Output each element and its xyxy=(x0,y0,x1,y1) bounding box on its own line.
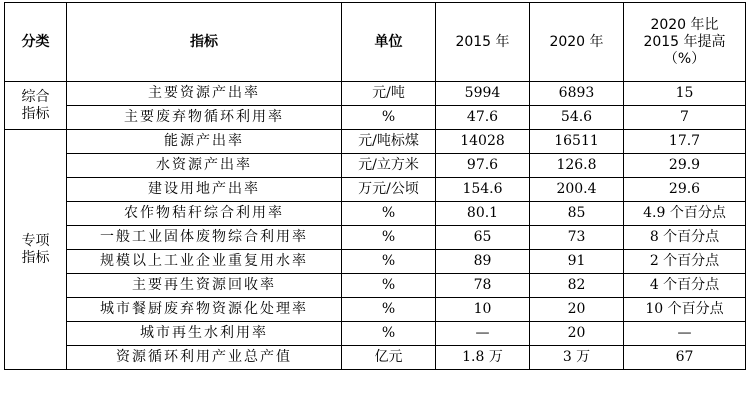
cell-unit: 元/吨标煤 xyxy=(342,130,436,154)
cell-2020: 73 xyxy=(530,226,624,250)
cell-2020: 91 xyxy=(530,250,624,274)
cell-2015: 14028 xyxy=(436,130,530,154)
header-improvement-line1: 2020 年比 xyxy=(650,16,719,33)
group-composite-line1: 综合 xyxy=(21,88,50,105)
cell-indicator: 城市再生水利用率 xyxy=(67,322,342,346)
cell-indicator: 规模以上工业企业重复用水率 xyxy=(67,250,342,274)
header-improvement-line2: 2015 年提高 xyxy=(643,33,726,50)
cell-indicator: 一般工业固体废物综合利用率 xyxy=(67,226,342,250)
cell-2020: 20 xyxy=(530,298,624,322)
group-special xyxy=(5,130,67,370)
cell-unit: % xyxy=(342,274,436,298)
cell-2020: 126.8 xyxy=(530,154,624,178)
cell-improvement: 10 个百分点 xyxy=(624,298,746,322)
table-row xyxy=(5,250,746,274)
cell-2020: 3 万 xyxy=(530,346,624,370)
header-indicator: 指标 xyxy=(67,3,342,82)
header-2020: 2020 年 xyxy=(530,3,624,82)
cell-unit: % xyxy=(342,250,436,274)
table-row xyxy=(5,130,746,154)
cell-unit: 元/立方米 xyxy=(342,154,436,178)
cell-indicator: 主要废弃物循环利用率 xyxy=(67,106,342,130)
cell-2020: 82 xyxy=(530,274,624,298)
cell-improvement: 17.7 xyxy=(624,130,746,154)
cell-indicator: 能源产出率 xyxy=(67,130,342,154)
cell-indicator: 水资源产出率 xyxy=(67,154,342,178)
cell-improvement: — xyxy=(624,322,746,346)
cell-unit: % xyxy=(342,226,436,250)
cell-improvement: 29.6 xyxy=(624,178,746,202)
cell-unit: 元/吨 xyxy=(342,82,436,106)
cell-2015: 1.8 万 xyxy=(436,346,530,370)
cell-2015: 78 xyxy=(436,274,530,298)
table-row xyxy=(5,202,746,226)
table-row xyxy=(5,82,746,106)
cell-2020: 200.4 xyxy=(530,178,624,202)
cell-unit: % xyxy=(342,202,436,226)
header-unit: 单位 xyxy=(342,3,436,82)
cell-improvement: 8 个百分点 xyxy=(624,226,746,250)
cell-unit: % xyxy=(342,298,436,322)
cell-indicator: 主要资源产出率 xyxy=(67,82,342,106)
cell-indicator: 建设用地产出率 xyxy=(67,178,342,202)
header-category: 分类 xyxy=(5,3,67,82)
table-row xyxy=(5,274,746,298)
cell-2015: 5994 xyxy=(436,82,530,106)
table-row xyxy=(5,346,746,370)
cell-indicator: 资源循环利用产业总产值 xyxy=(67,346,342,370)
cell-2020: 54.6 xyxy=(530,106,624,130)
header-row xyxy=(5,3,746,82)
cell-2015: 10 xyxy=(436,298,530,322)
table-row xyxy=(5,106,746,130)
group-composite-line2: 指标 xyxy=(21,105,50,122)
cell-improvement: 67 xyxy=(624,346,746,370)
table-row xyxy=(5,178,746,202)
cell-unit: 万元/公顷 xyxy=(342,178,436,202)
cell-2020: 20 xyxy=(530,322,624,346)
table-row xyxy=(5,226,746,250)
cell-unit: 亿元 xyxy=(342,346,436,370)
header-improvement xyxy=(624,3,746,82)
indicator-table xyxy=(4,2,746,370)
cell-2015: 154.6 xyxy=(436,178,530,202)
table-row xyxy=(5,154,746,178)
cell-2020: 85 xyxy=(530,202,624,226)
cell-2015: 97.6 xyxy=(436,154,530,178)
cell-unit: % xyxy=(342,106,436,130)
header-2015: 2015 年 xyxy=(436,3,530,82)
cell-unit: % xyxy=(342,322,436,346)
cell-improvement: 2 个百分点 xyxy=(624,250,746,274)
cell-improvement: 29.9 xyxy=(624,154,746,178)
table-row xyxy=(5,298,746,322)
table-row xyxy=(5,322,746,346)
cell-improvement: 4.9 个百分点 xyxy=(624,202,746,226)
cell-improvement: 15 xyxy=(624,82,746,106)
group-special-line2: 指标 xyxy=(21,249,50,266)
group-special-line1: 专项 xyxy=(21,232,50,249)
cell-indicator: 城市餐厨废弃物资源化处理率 xyxy=(67,298,342,322)
cell-2015: 47.6 xyxy=(436,106,530,130)
cell-2015: — xyxy=(436,322,530,346)
cell-indicator: 农作物秸秆综合利用率 xyxy=(67,202,342,226)
cell-2020: 6893 xyxy=(530,82,624,106)
cell-indicator: 主要再生资源回收率 xyxy=(67,274,342,298)
header-improvement-line3: （%） xyxy=(663,50,706,67)
cell-improvement: 7 xyxy=(624,106,746,130)
cell-2020: 16511 xyxy=(530,130,624,154)
cell-improvement: 4 个百分点 xyxy=(624,274,746,298)
group-composite xyxy=(5,82,67,130)
cell-2015: 80.1 xyxy=(436,202,530,226)
cell-2015: 65 xyxy=(436,226,530,250)
cell-2015: 89 xyxy=(436,250,530,274)
